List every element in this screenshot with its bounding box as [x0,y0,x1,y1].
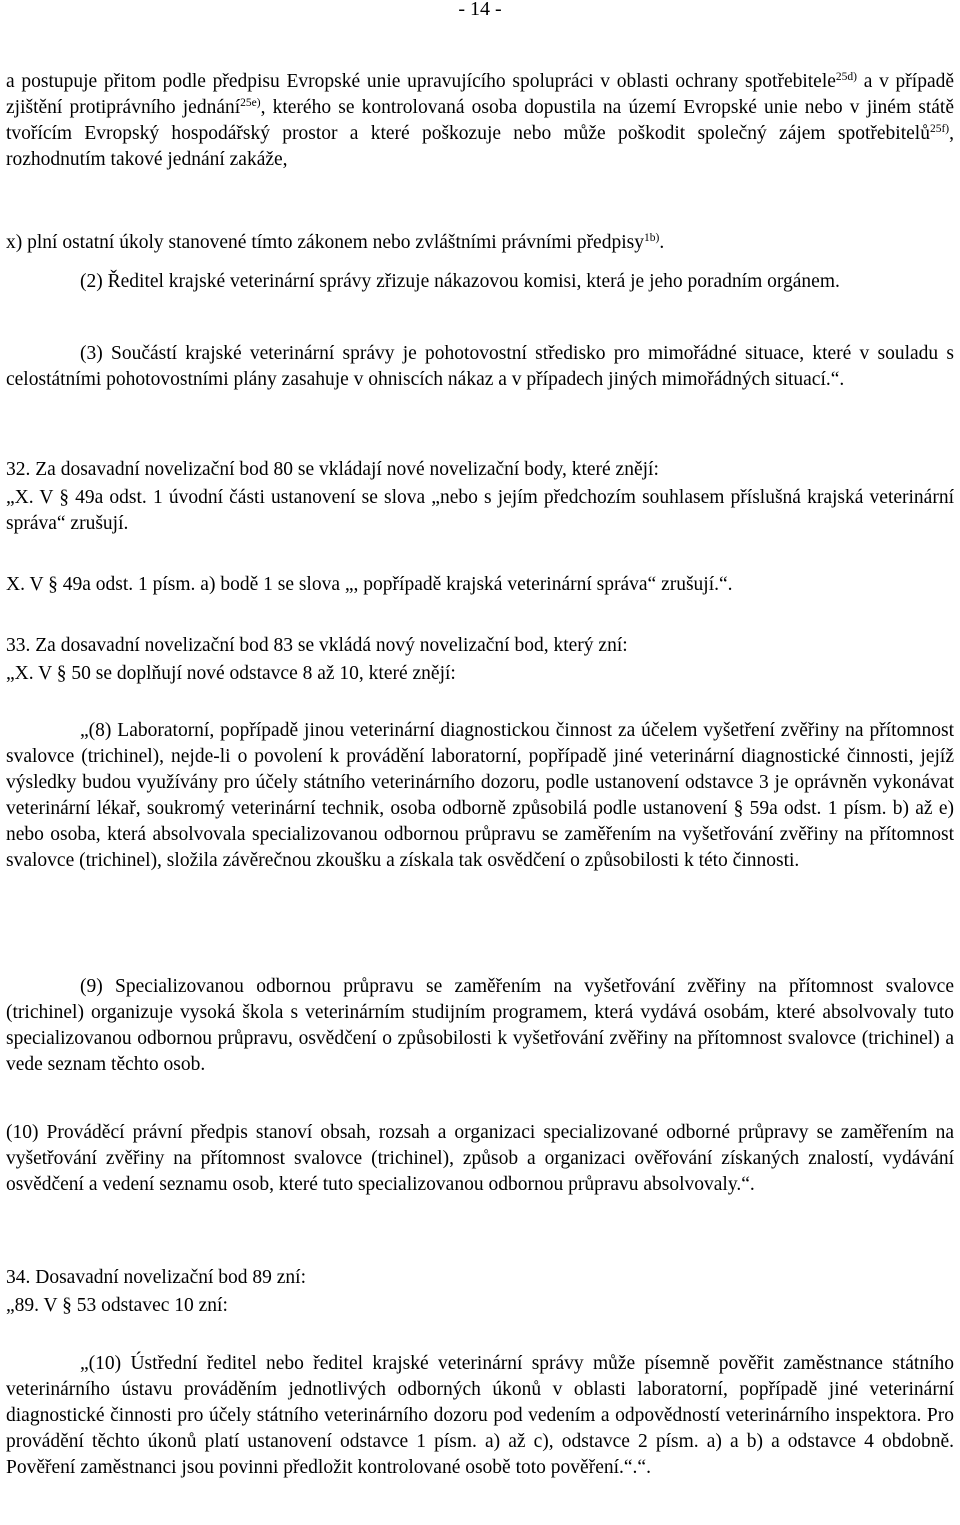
footnote-ref: 25e) [240,96,261,109]
paragraph-section-2: (2) Ředitel krajské veterinární správy zřizuje nákazovou komisi, která je jeho poradním orgánem. [80,271,840,292]
text-segment: . [659,232,665,253]
footnote-ref: 1b) [643,232,660,244]
paragraph-section-53-10: „(10) Ústřední ředitel nebo ředitel krajské veterinární správy může písemně pověřit zaměstnance státního veterinárního ústavu prováděním jednotlivých odborných úkonů v oblasti laboratorní, popřípadě jiné veterinární diagnostické činnosti pro účely státního veterinárního dozoru pod vedením a odpovědností veterinárního inspektora. Pro provádění těchto úkonů platí ustanovení odstavce 1 písm. a) až c), odstavce 2 písm. a) a b) a odstavce 4 obdobně. Pověření zaměstnanci jsou povinni předložit kontrolované osobě toto pověření.“.“. [6,1353,954,1478]
page-number: - 14 - [458,0,502,20]
amendment-point-32-text-1: „X. V § 49a odst. 1 úvodní části ustanovení se slova „nebo s jejím předchozím souhlasem příslušná krajská veterinární správa“ zrušují. [6,487,954,534]
amendment-point-33-intro: „X. V § 50 se doplňují nové odstavce 8 až 10, které znějí: [6,663,456,684]
amendment-point-32-text-2: X. V § 49a odst. 1 písm. a) bodě 1 se slova „, popřípadě krajská veterinární správa“ zrušují.“. [6,574,733,595]
text-segment: a postupuje přitom podle předpisu Evropské unie upravujícího spolupráci v oblasti ochrany spotřebitele [6,71,836,92]
paragraph-section-10: (10) Prováděcí právní předpis stanoví obsah, rozsah a organizaci specializované odborné průpravy se zaměřením na vyšetřování zvěřiny na přítomnost svalovce (trichinel), způsob a organizaci ověřování získaných znalostí, vydávání osvědčení a vedení seznamu osob, které tuto specializovanou odbornou průpravu absolvovaly.“. [6,1122,954,1195]
text-segment: , rozhodnutím takové jednání zakáže, [6,122,954,170]
paragraph-item-x [6,230,954,256]
footnote-ref: 25d) [835,71,858,83]
paragraph-consumer-protection [6,69,954,173]
paragraph-section-8: „(8) Laboratorní, popřípadě jinou veterinární diagnostickou činnost za účelem vyšetření zvěřiny na přítomnost svalovce (trichinel), nejde-li o povolení k provádění laboratorní, popřípadě jiné veterinární diagnostické činnosti, jejíž výsledky budou využívány pro účely státního veterinárního dozoru, podle ustanovení odstavce 3 je oprávněn vykonávat veterinární lékař, soukromý veterinární technik, osoba odborně způsobilá podle ustanovení § 59a odst. 1 písm. b) až e) nebo osoba, která absolvovala specializovanou odbornou průpravu se zaměřením na vyšetřování zvěřiny na přítomnost svalovce (trichinel), složila závěrečnou zkoušku a získala tak osvědčení o způsobilosti k této činnosti. [6,720,954,871]
text-segment: x) plní ostatní úkoly stanovené tímto zákonem nebo zvláštními právními předpisy [6,232,644,253]
footnote-ref: 25f) [929,122,950,135]
text-segment: a v případě zjištění protiprávního jednání [6,71,954,118]
amendment-point-34-intro: „89. V § 53 odstavec 10 zní: [6,1295,228,1316]
amendment-point-32-heading: 32. Za dosavadní novelizační bod 80 se vkládají nové novelizační body, které znějí: [6,459,659,480]
amendment-point-34-heading: 34. Dosavadní novelizační bod 89 zní: [6,1267,307,1288]
paragraph-section-9: (9) Specializovanou odbornou průpravu se zaměřením na vyšetřování zvěřiny na přítomnost svalovce (trichinel) organizuje vysoká škola s veterinárním studijním programem, která vydává osobám, které absolvovaly tuto specializovanou odbornou průpravu, osvědčení o způsobilosti k vyšetřování zvěřiny na přítomnost svalovce (trichinel) a vede seznam těchto osob. [6,976,954,1075]
paragraph-section-3: (3) Součástí krajské veterinární správy je pohotovostní středisko pro mimořádné situace, které v souladu s celostátními pohotovostními plány zasahuje v ohniscích nákaz a v případech jiných mimořádných situací.“. [6,343,954,390]
amendment-point-33-heading: 33. Za dosavadní novelizační bod 83 se vkládá nový novelizační bod, který zní: [6,635,628,656]
text-segment: , kterého se kontrolovaná osoba dopustila na území Evropské unie nebo v jiném státě tvořícím Evropský hospodářský prostor a které poškozuje nebo může poškodit společný zájem spotřebitelů [6,96,954,144]
